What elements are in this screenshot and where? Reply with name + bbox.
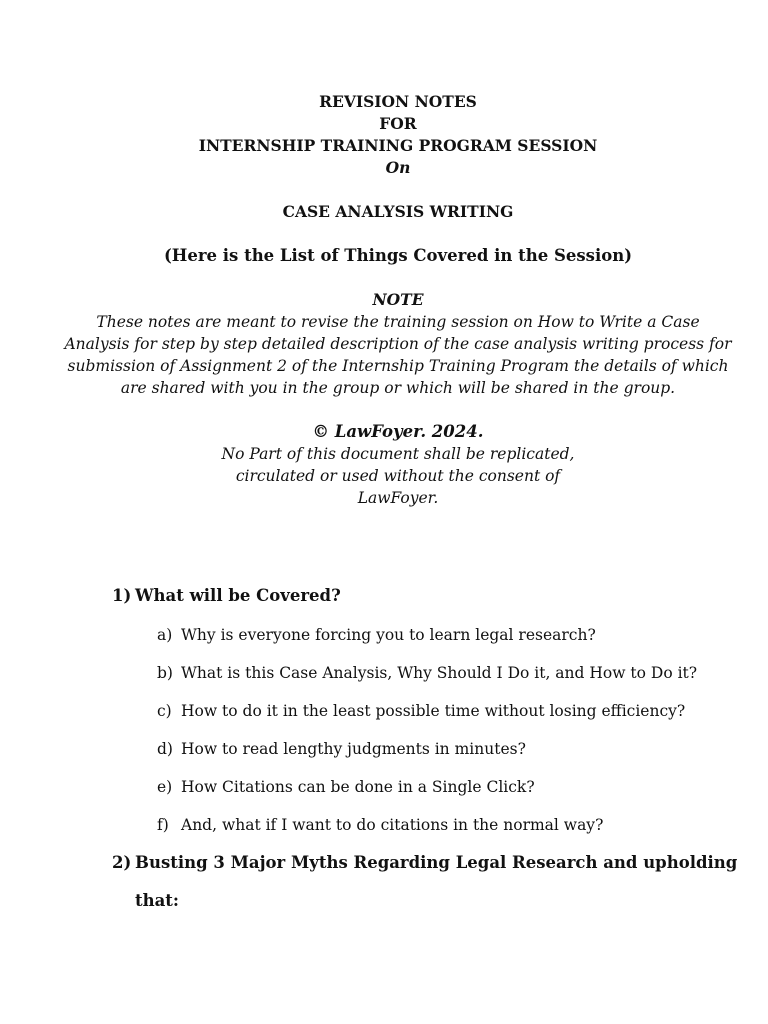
list-item-text: How to read lengthy judgments in minutes?: [181, 740, 526, 758]
section-heading-2: [112, 852, 737, 874]
title-line-on: On: [385, 158, 411, 177]
list-item-text: And, what if I want to do citations in the normal way?: [181, 816, 604, 834]
copyright-line: No Part of this document shall be replicated,: [221, 445, 575, 463]
list-marker: f): [157, 816, 169, 834]
note-line: are shared with you in the group or which will be shared in the group.: [120, 379, 676, 397]
list-item-text: Why is everyone forcing you to learn legal research?: [181, 626, 596, 644]
subtitle: (Here is the List of Things Covered in the Session): [163, 246, 633, 265]
note-line: submission of Assignment 2 of the Internship Training Program the details of which: [67, 357, 729, 375]
section-number: 1): [112, 586, 132, 605]
list-item-text: How Citations can be done in a Single Click?: [181, 778, 535, 796]
section-title: What will be Covered?: [135, 586, 341, 605]
section-heading-1: [112, 585, 341, 607]
copyright-line: LawFoyer.: [357, 489, 439, 507]
list-marker: a): [157, 626, 173, 644]
list-item-text: How to do it in the least possible time without losing efficiency?: [181, 702, 686, 720]
title-line-for: FOR: [379, 114, 417, 133]
note-line: Analysis for step by step detailed description of the case analysis writing process for: [64, 335, 732, 353]
list-marker: e): [157, 778, 173, 796]
copyright-line: circulated or used without the consent of: [235, 467, 561, 485]
section-heading-continuation: that:: [135, 891, 180, 910]
note-line: These notes are meant to revise the training session on How to Write a Case: [96, 313, 700, 331]
list-item: [157, 776, 535, 798]
list-item: [157, 738, 526, 760]
list-item: [157, 662, 697, 684]
title-line-revision-notes: REVISION NOTES: [319, 92, 477, 111]
title-line-program: INTERNSHIP TRAINING PROGRAM SESSION: [198, 136, 598, 155]
list-marker: d): [157, 740, 173, 758]
copyright-title: © LawFoyer. 2024.: [312, 422, 484, 441]
list-item: [157, 624, 596, 646]
list-item: [157, 700, 685, 722]
note-title: NOTE: [372, 290, 424, 309]
topic-title: CASE ANALYSIS WRITING: [282, 202, 514, 221]
list-item: [157, 814, 603, 836]
section-number: 2): [112, 853, 132, 872]
list-marker: b): [157, 664, 173, 682]
list-marker: c): [157, 702, 172, 720]
section-title: Busting 3 Major Myths Regarding Legal Research and upholding: [135, 853, 738, 872]
list-item-text: What is this Case Analysis, Why Should I Do it, and How to Do it?: [181, 664, 698, 682]
